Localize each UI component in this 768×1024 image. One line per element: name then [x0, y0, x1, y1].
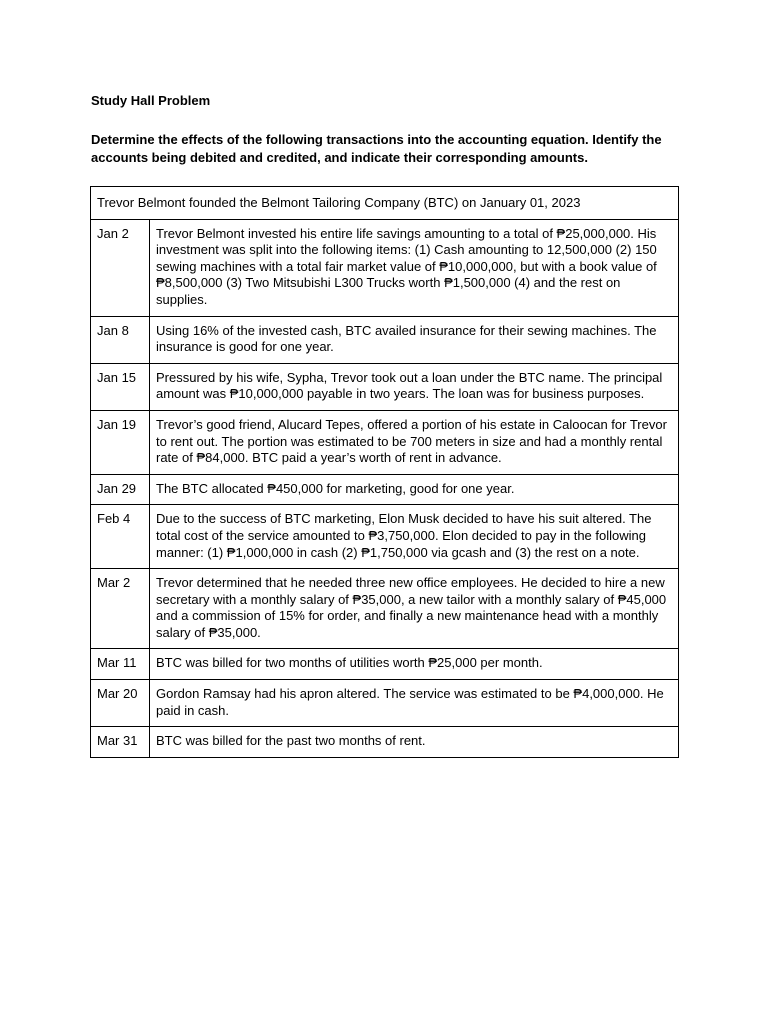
description-cell: Trevor Belmont invested his entire life savings amounting to a total of ₱25,000,000. His investment was split into the following items: (1) Cash amounting to 12,500,000 (2) 150 sewing machines with a total fair market value of ₱10,000,000, but with a book value of ₱8,500,000 (3) Two Mitsubishi L300 Trucks worth ₱1,500,000 (4) and the rest on supplies.	[150, 219, 679, 316]
table-header-cell: Trevor Belmont founded the Belmont Tailoring Company (BTC) on January 01, 2023	[91, 187, 679, 220]
table-row	[91, 727, 679, 758]
date-cell: Jan 19	[91, 410, 150, 474]
transactions-table	[90, 186, 679, 758]
table-row	[91, 505, 679, 569]
table-header-row	[91, 187, 679, 220]
date-cell: Mar 2	[91, 569, 150, 649]
table-row	[91, 219, 679, 316]
description-cell: Trevor’s good friend, Alucard Tepes, offered a portion of his estate in Caloocan for Trevor to rent out. The portion was estimated to be 700 meters in size and had a monthly rental rate of ₱84,000. BTC paid a year’s worth of rent in advance.	[150, 410, 679, 474]
description-cell: BTC was billed for two months of utilities worth ₱25,000 per month.	[150, 649, 679, 680]
date-cell: Mar 11	[91, 649, 150, 680]
table-row	[91, 363, 679, 410]
table-row	[91, 649, 679, 680]
date-cell: Jan 2	[91, 219, 150, 316]
table-row	[91, 569, 679, 649]
date-cell: Jan 15	[91, 363, 150, 410]
date-cell: Mar 20	[91, 680, 150, 727]
description-cell: Trevor determined that he needed three new office employees. He decided to hire a new secretary with a monthly salary of ₱35,000, a new tailor with a monthly salary of ₱45,000 and a commission of 15% for order, and finally a new maintenance head with a monthly salary of ₱35,000.	[150, 569, 679, 649]
date-cell: Mar 31	[91, 727, 150, 758]
description-cell: The BTC allocated ₱450,000 for marketing, good for one year.	[150, 474, 679, 505]
description-cell: Using 16% of the invested cash, BTC availed insurance for their sewing machines. The insurance is good for one year.	[150, 316, 679, 363]
description-cell: Due to the success of BTC marketing, Elon Musk decided to have his suit altered. The total cost of the service amounted to ₱3,750,000. Elon decided to pay in the following manner: (1) ₱1,000,000 in cash (2) ₱1,750,000 via gcash and (3) the rest on a note.	[150, 505, 679, 569]
table-row	[91, 316, 679, 363]
table-row	[91, 680, 679, 727]
document-title: Study Hall Problem	[91, 93, 211, 108]
description-cell: Gordon Ramsay had his apron altered. The service was estimated to be ₱4,000,000. He paid in cash.	[150, 680, 679, 727]
date-cell: Jan 8	[91, 316, 150, 363]
description-cell: Pressured by his wife, Sypha, Trevor took out a loan under the BTC name. The principal amount was ₱10,000,000 payable in two years. The loan was for business purposes.	[150, 363, 679, 410]
table-row	[91, 474, 679, 505]
table-row	[91, 410, 679, 474]
date-cell: Feb 4	[91, 505, 150, 569]
date-cell: Jan 29	[91, 474, 150, 505]
description-cell: BTC was billed for the past two months of rent.	[150, 727, 679, 758]
instructions-text: Determine the effects of the following transactions into the accounting equation. Identify the accounts being debited and credited, and indicate their corresponding amounts.	[91, 132, 662, 165]
